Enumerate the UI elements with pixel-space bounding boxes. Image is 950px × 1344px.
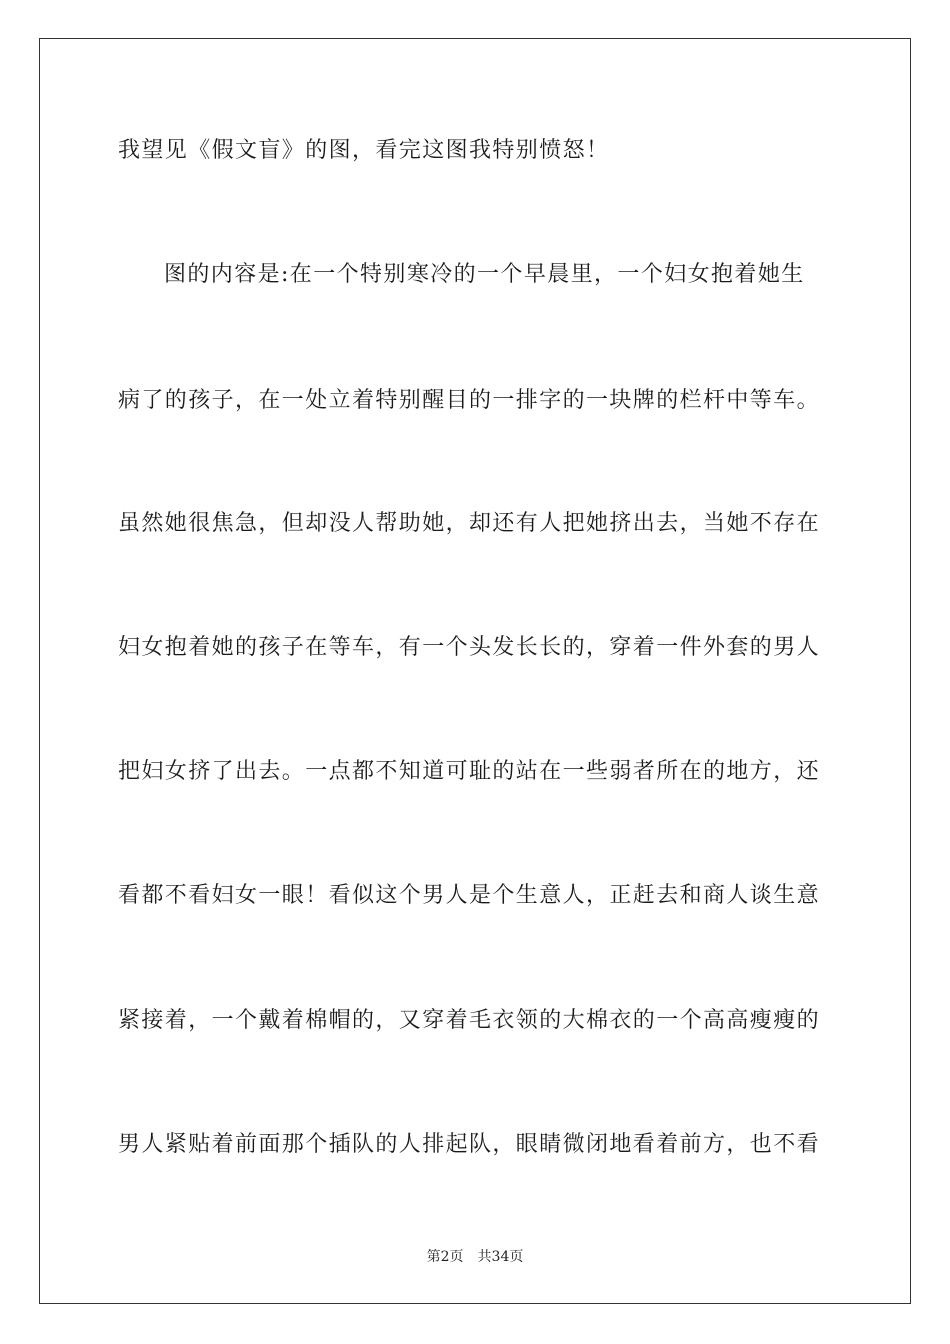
page-total: 共34页 xyxy=(477,1249,524,1265)
text-line: 紧接着，一个戴着棉帽的，又穿着毛衣领的大棉衣的一个高高瘦瘦的 xyxy=(118,1008,821,1033)
page-number: 第2页 xyxy=(426,1249,464,1265)
text-line: 把妇女挤了出去。一点都不知道可耻的站在一些弱者所在的地方，还 xyxy=(118,759,821,784)
text-line: 病了的孩子，在一处立着特别醒目的一排字的一块牌的栏杆中等车。 xyxy=(118,388,821,413)
text-line: 看都不看妇女一眼！看似这个男人是个生意人，正赶去和商人谈生意 xyxy=(118,883,821,908)
text-line: 图的内容是:在一个特别寒冷的一个早晨里，一个妇女抱着她生 xyxy=(164,262,805,287)
text-line: 男人紧贴着前面那个插队的人排起队，眼睛微闭地看着前方，也不看 xyxy=(118,1132,821,1157)
page-footer xyxy=(0,1247,950,1267)
text-line: 我望见《假文盲》的图，看完这图我特别愤怒！ xyxy=(118,138,610,163)
page-frame xyxy=(39,38,911,1304)
text-line: 妇女抱着她的孩子在等车，有一个头发长长的，穿着一件外套的男人 xyxy=(118,635,821,660)
text-line: 虽然她很焦急，但却没人帮助她，却还有人把她挤出去，当她不存在 xyxy=(118,511,821,536)
